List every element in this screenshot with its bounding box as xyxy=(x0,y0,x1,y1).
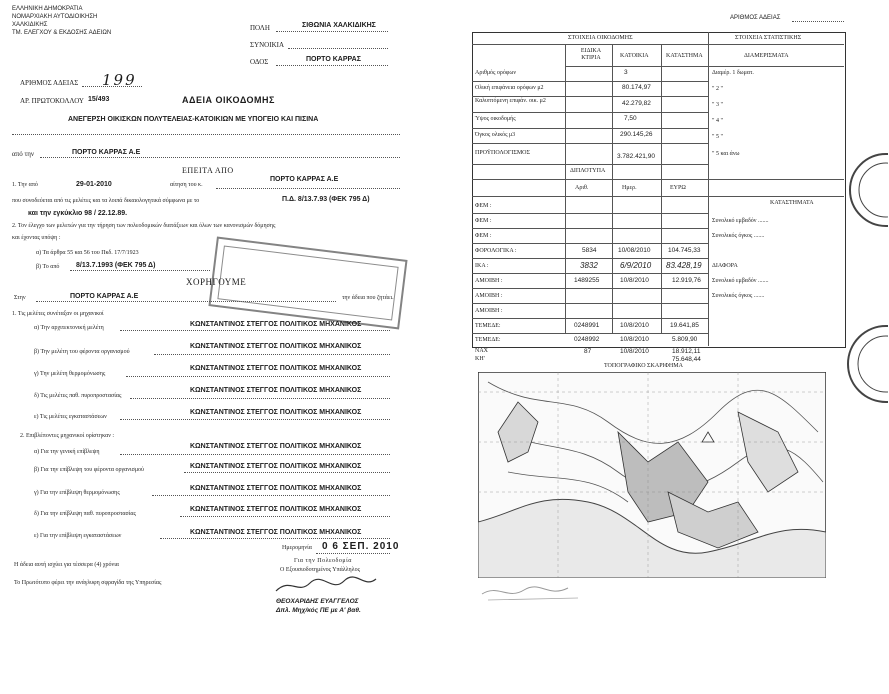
item1-line2: που συνοδεύεται από τις μελέτες και τα λοιπά δικαιολογητικά σύμφωνα με το xyxy=(12,198,200,204)
row-value: 290.145,26 xyxy=(620,131,653,138)
row-value: 80.174,97 xyxy=(622,84,651,91)
apartment-row: Διαμέρ. 1 δωματ. xyxy=(712,70,754,76)
row-label: Ύψος οικοδομής xyxy=(475,116,516,122)
validity-note: Η άδεια αυτή ισχύει για τέσσερα (4) χρόνια xyxy=(14,562,119,568)
col-apartments: ΔΙΑΜΕΡΙΣΜΑΤΑ xyxy=(744,53,789,59)
engineer-name: ΚΩΝΣΤΑΝΤΙΝΟΣ ΣΤΕΓΓΟΣ ΠΟΛΙΤΙΚΟΣ ΜΗΧΑΝΙΚΟΣ xyxy=(190,485,362,492)
col-special-buildings: ΕΙΔΙΚΑ ΚΤΙΡΙΑ xyxy=(580,48,602,61)
supervisor-item: δ) Για την επίβλεψη παθ. πυροπροστασίας xyxy=(34,511,136,517)
stats-header: ΣΤΟΙΧΕΙΑ ΣΤΑΤΙΣΤΙΚΗΣ xyxy=(735,35,802,41)
col-number: Αριθ. xyxy=(575,185,589,191)
protocol-value: 15/493 xyxy=(88,96,110,103)
item2b-pre: β) Το από xyxy=(36,264,60,270)
building-header: ΣΤΟΙΧΕΙΑ ΟΙΚΟΔΟΜΗΣ xyxy=(568,35,633,41)
issuer-line: ΝΟΜΑΡΧΙΑΚΗ ΑΥΤΟΔΙΟΙΚΗΣΗ xyxy=(12,14,98,20)
faint-signature xyxy=(478,580,588,604)
signature-title: Δπλ. Μηχ/κός ΠΕ με Α' βαθ. xyxy=(276,607,361,614)
fee-amount: 83.428,19 xyxy=(666,261,702,270)
designer-item: α) Την αρχιτεκτονική μελέτη xyxy=(34,325,104,331)
designer-item: δ) Τις μελέτες παθ. πυροπροστασίας xyxy=(34,393,122,399)
apartment-row: " 3 " xyxy=(712,102,723,108)
building-data-table xyxy=(472,32,846,348)
fee-amount: 104.745,33 xyxy=(668,247,701,254)
odos-value: ΠΟΡΤΟ ΚΑΡΡΑΣ xyxy=(306,56,361,63)
nax-date: 10/8/2010 xyxy=(620,348,649,355)
engineer-name: ΚΩΝΣΤΑΝΤΙΝΟΣ ΣΤΕΓΓΟΣ ΠΟΛΙΤΙΚΟΣ ΜΗΧΑΝΙΚΟΣ xyxy=(190,443,362,450)
item1-name: ΠΟΡΤΟ ΚΑΡΡΑΣ Α.Ε xyxy=(270,176,339,183)
kh-label: ΚΗ' xyxy=(475,356,485,362)
fee-label: ΦΕΜ : xyxy=(475,233,492,239)
fee-number: 0248991 xyxy=(574,322,600,329)
fee-date: 10/08/2010 xyxy=(618,247,651,254)
fee-label: ΑΜΟΙΒΗ : xyxy=(475,278,503,284)
stin-value: ΠΟΡΤΟ ΚΑΡΡΑΣ Α.Ε xyxy=(70,293,139,300)
nax-amount: 18.912,11 xyxy=(672,348,701,355)
issuer-line: ΤΜ. ΕΛΕΓΧΟΥ & ΕΚΔΟΣΗΣ ΑΔΕΙΩΝ xyxy=(12,30,112,36)
apartment-row: " 2 " xyxy=(712,86,723,92)
nax-label: ΝΑΧ xyxy=(475,348,488,354)
engineer-name: ΚΩΝΣΤΑΝΤΙΝΟΣ ΣΤΕΓΓΟΣ ΠΟΛΙΤΙΚΟΣ ΜΗΧΑΝΙΚΟΣ xyxy=(190,365,362,372)
item2-line1: 2. Τον έλεγχο των μελετών για την τήρηση των πολεοδομικών διατάξεων και όλων των κανονισμών δόμησης xyxy=(12,223,276,229)
stats-item: Συνολικό εμβαδόν ....... xyxy=(712,218,769,224)
diplotypa-header: ΔΙΠΛΟΤΥΠΑ xyxy=(570,168,606,174)
xorigoume-heading: ΧΟΡΗΓΟΥΜΕ xyxy=(186,277,247,287)
row-label: ΠΡΟΫΠΟΛΟΓΙΣΜΟΣ xyxy=(475,150,530,156)
item1-date: 29-01-2010 xyxy=(76,181,112,188)
apartment-row: " 5 " xyxy=(712,134,723,140)
issuer-block xyxy=(12,5,111,37)
row-value: 7,50 xyxy=(624,115,637,122)
synoikia-label: ΣΥΝΟΙΚΙΑ xyxy=(250,41,285,49)
stats-item: Συνολικός όγκος ....... xyxy=(712,233,765,239)
subject-line: ΑΝΕΓΕΡΣΗ ΟΙΚΙΣΚΩΝ ΠΟΛΥΤΕΛΕΙΑΣ-ΚΑΤΟΙΚΙΩΝ ΜΕ ΥΠΟΓΕΙΟ ΚΑΙ ΠΙΣΙΝΑ xyxy=(68,116,319,123)
stin-label: Στην xyxy=(14,295,26,301)
fee-date: 6/9/2010 xyxy=(620,261,652,270)
engineer-name: ΚΩΝΣΤΑΝΤΙΝΟΣ ΣΤΕΓΓΟΣ ΠΟΛΙΤΙΚΟΣ ΜΗΧΑΝΙΚΟΣ xyxy=(190,321,362,328)
row-value: 3 xyxy=(624,69,628,76)
row-value: 42.279,82 xyxy=(622,100,651,107)
odos-label: ΟΔΟΣ xyxy=(250,58,269,66)
designer-item: β) Την μελέτη του φέροντα οργανισμού xyxy=(34,349,130,355)
apartment-row: " 5 και άνω xyxy=(712,151,740,157)
row-label: Καλυπτόμενη επιφάν. οικ. μ2 xyxy=(475,98,546,104)
katastimata-header: ΚΑΤΑΣΤΗΜΑΤΑ xyxy=(770,200,814,206)
fee-amount: 19.641,85 xyxy=(670,322,699,329)
document-title: ΑΔΕΙΑ ΟΙΚΟΔΟΜΗΣ xyxy=(182,95,275,105)
fee-label: ΦΕΜ : xyxy=(475,218,492,224)
col-euro: ΕΥΡΩ xyxy=(670,185,686,191)
signature-scribble xyxy=(272,575,382,597)
fee-number: 3832 xyxy=(580,261,598,270)
round-stamp-bottom xyxy=(846,322,888,406)
fee-label: ΤΕΜΕΔΕ: xyxy=(475,337,501,343)
fee-label: ΤΕΜΕΔΕ: xyxy=(475,323,501,329)
designer-item: γ) Την μελέτη θερμομόνωσης xyxy=(34,371,106,377)
fee-amount: 5.809,90 xyxy=(672,336,698,343)
signature-name: ΘΕΟΧΑΡΙΔΗΣ ΕΥΑΓΓΕΛΟΣ xyxy=(276,598,359,605)
supervisor-item: γ) Για την επίβλεψη θερμομόνωσης xyxy=(34,490,120,496)
topographic-sketch xyxy=(478,372,826,578)
fee-label: ΦΕΜ : xyxy=(475,203,492,209)
item2-line2: και έχοντας υπόψη : xyxy=(12,235,61,241)
supervisor-item: ε) Για την επίβλεψη εγκαταστάσεων xyxy=(34,533,122,539)
round-stamp-top xyxy=(846,150,888,230)
apo-value: ΠΟΡΤΟ ΚΑΡΡΑΣ Α.Ε xyxy=(72,149,141,156)
apartment-row: " 4 " xyxy=(712,118,723,124)
poli-label: ΠΟΛΗ xyxy=(250,24,270,32)
fee-number: 5834 xyxy=(582,247,597,254)
fee-number: 0248992 xyxy=(574,336,600,343)
engineer-name: ΚΩΝΣΤΑΝΤΙΝΟΣ ΣΤΕΓΓΟΣ ΠΟΛΙΤΙΚΟΣ ΜΗΧΑΝΙΚΟΣ xyxy=(190,409,362,416)
epeita-heading: ΕΠΕΙΤΑ ΑΠΟ xyxy=(182,166,234,175)
fee-label: ΑΜΟΙΒΗ : xyxy=(475,308,503,314)
col-housing: ΚΑΤΟΙΚΙΑ xyxy=(620,53,649,59)
fee-date: 10/8/2010 xyxy=(620,322,649,329)
kh-amount: 75.648,44 xyxy=(672,356,701,363)
item2b-value: 8/13.7.1993 (ΦΕΚ 795 Δ) xyxy=(76,262,156,269)
permit-number-label: ΑΡΙΘΜΟΣ ΑΔΕΙΑΣ xyxy=(20,79,79,87)
col-date: Ημερ. xyxy=(622,185,637,191)
engineer-name: ΚΩΝΣΤΑΝΤΙΝΟΣ ΣΤΕΓΓΟΣ ΠΟΛΙΤΙΚΟΣ ΜΗΧΑΝΙΚΟΣ xyxy=(190,506,362,513)
engineer-name: ΚΩΝΣΤΑΝΤΙΝΟΣ ΣΤΕΓΓΟΣ ΠΟΛΙΤΙΚΟΣ ΜΗΧΑΝΙΚΟΣ xyxy=(190,387,362,394)
row-label: Όγκος ολικός μ3 xyxy=(475,132,516,138)
fee-label: ΑΜΟΙΒΗ : xyxy=(475,293,503,299)
engineer-name: ΚΩΝΣΤΑΝΤΙΝΟΣ ΣΤΕΓΓΟΣ ΠΟΛΙΤΙΚΟΣ ΜΗΧΑΝΙΚΟΣ xyxy=(190,343,362,350)
engineer-name: ΚΩΝΣΤΑΝΤΙΝΟΣ ΣΤΕΓΓΟΣ ΠΟΛΙΤΙΚΟΣ ΜΗΧΑΝΙΚΟΣ xyxy=(190,529,362,536)
item1-line3: και την εγκύκλιο 98 / 22.12.89. xyxy=(28,210,128,217)
signer-role2: Ο Εξουσιοδοτημένος Υπάλληλος xyxy=(280,567,360,573)
row-label: Αριθμός ορόφων xyxy=(475,70,517,76)
supervisor-item: α) Για την γενική επίβλεψη xyxy=(34,449,100,455)
issuer-line: ΕΛΛΗΝΙΚΗ ΔΗΜΟΚΡΑΤΙΑ xyxy=(12,6,83,12)
row-label: Ολική επιφάνεια ορόφων μ2 xyxy=(475,85,544,91)
stats-item: Συνολικός όγκος ....... xyxy=(712,293,765,299)
col-store: ΚΑΤΑΣΤΗΜΑ xyxy=(666,53,703,59)
item1-pre: 1. Την από xyxy=(12,182,38,188)
signer-role1: Για την Πολεοδομία xyxy=(294,558,352,564)
fee-number: 1489255 xyxy=(574,277,600,284)
supervisor-item: β) Για την επίβλεψη του φέροντα οργανισμού xyxy=(34,467,145,473)
sec1-heading: 1. Τις μελέτες συνέταξαν οι μηχανικοί xyxy=(12,311,104,317)
item2a: α) Τα άρθρα 55 και 56 του Πκδ. 17/7/1923 xyxy=(36,250,139,256)
fee-label: ΦΟΡΟΛΟΓΙΚΑ : xyxy=(475,248,517,254)
topo-title: ΤΟΠΟΓΡΑΦΙΚΟ ΣΚΑΡΙΦΗΜΑ xyxy=(604,363,683,369)
item1-pd: Π.Δ. 8/13.7.93 (ΦΕΚ 795 Δ) xyxy=(282,196,370,203)
sec2-heading: 2. Επιβλέποντες μηχανικοί ορίστηκαν : xyxy=(20,433,115,439)
fee-amount: 12.919,76 xyxy=(672,277,701,284)
row-value: 3.782.421,90 xyxy=(617,153,655,160)
fee-label: ΙΚΑ : xyxy=(475,263,489,269)
issuer-line: ΧΑΛΚΙΔΙΚΗΣ xyxy=(12,22,48,28)
original-note: Το Πρωτότυπο φέρει την ανάγλυφη σφραγίδα της Υπηρεσίας xyxy=(14,580,162,586)
fee-date: 10/8/2010 xyxy=(620,277,649,284)
apo-label: από την xyxy=(12,150,35,158)
poli-value: ΣΙΘΩΝΙΑ ΧΑΛΚΙΔΙΚΗΣ xyxy=(302,22,376,29)
designer-item: ε) Τις μελέτες εγκαταστάσεων xyxy=(34,414,107,420)
item1-mid: αίτηση του κ. xyxy=(170,182,203,188)
fee-date: 10/8/2010 xyxy=(620,336,649,343)
nax-number: 87 xyxy=(584,348,592,355)
stats-item: Συνολικό εμβαδόν ....... xyxy=(712,278,769,284)
date-value: 0 6 ΣΕΠ. 2010 xyxy=(322,541,400,552)
protocol-label: ΑΡ. ΠΡΩΤΟΚΟΛΛΟΥ xyxy=(20,97,84,105)
engineer-name: ΚΩΝΣΤΑΝΤΙΝΟΣ ΣΤΕΓΓΟΣ ΠΟΛΙΤΙΚΟΣ ΜΗΧΑΝΙΚΟΣ xyxy=(190,463,362,470)
stats-item: ΔΙΑΦΟΡΑ xyxy=(712,263,738,269)
permit-number-value: 199 xyxy=(102,71,137,89)
right-permit-number-label: ΑΡΙΘΜΟΣ ΑΔΕΙΑΣ xyxy=(730,15,781,21)
date-label: Ημερομηνία xyxy=(282,545,312,551)
stin-tail: την άδεια που ζητάει. xyxy=(342,295,394,301)
